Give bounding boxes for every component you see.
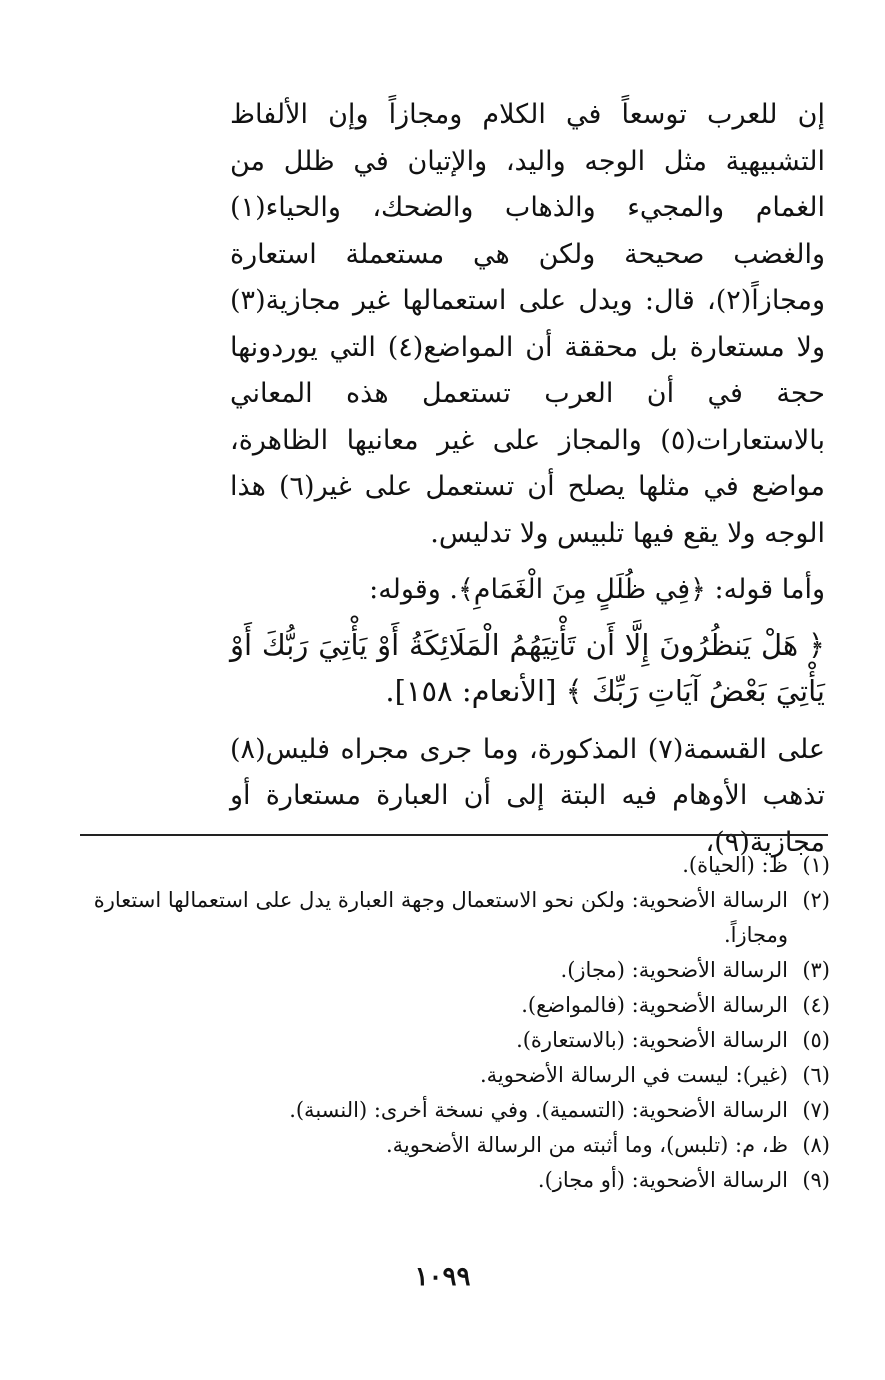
footnote-text: ظ: (الحياة). <box>682 853 788 877</box>
footnote-item <box>78 1163 830 1198</box>
footnote-number: (٥) <box>802 1028 830 1052</box>
footnote-text: الرسالة الأضحوية: (التسمية). وفي نسخة أخرى: (النسبة). <box>289 1098 788 1122</box>
footnote-text: الرسالة الأضحوية: ولكن نحو الاستعمال وجهة العبارة يدل على استعمالها استعارة ومجازاً. <box>93 888 788 947</box>
footnote-number: (٤) <box>802 993 830 1017</box>
footnote-item <box>78 1093 830 1128</box>
main-text <box>230 92 825 866</box>
footnote-text: الرسالة الأضحوية: (فالمواضع). <box>521 993 788 1017</box>
footnote-text: ظ، م: (تلبس)، وما أثبته من الرسالة الأضحوية. <box>385 1133 788 1157</box>
quran-verse: ﴿ هَلْ يَنظُرُونَ إِلَّا أَن تَأْتِيَهُمُ الْمَلَائِكَةُ أَوْ يَأْتِيَ رَبُّكَ أَوْ يَأْتِيَ بَعْضُ آيَاتِ رَبِّكَ ﴾ [الأنعام: ١٥٨]. <box>230 627 825 708</box>
footnote-number: (٨) <box>802 1133 830 1157</box>
footnote-number: (٢) <box>802 888 830 912</box>
footnote-item <box>78 1058 830 1093</box>
footnote-item <box>78 988 830 1023</box>
footnote-number: (١) <box>802 853 830 877</box>
body-paragraph-1: إن للعرب توسعاً في الكلام ومجازاً وإن الألفاظ التشبيهية مثل الوجه واليد، والإتيان في ظلل من الغمام والمجيء والذهاب والضحك، والحياء(١) والغضب صحيحة ولكن هي مستعملة استعارة ومجازاً(٢)، قال: ويدل على استعمالها غير مجازية(٣) ولا مستعارة بل محققة أن المواضع(٤) التي يوردونها حجة في أن العرب تستعمل هذه المعاني بالاستعارات(٥) والمجاز على غير معانيها الظاهرة، مواضع في مثلها يصلح أن تستعمل على غير(٦) هذا الوجه ولا يقع فيها تلبيس ولا تدليس. <box>230 99 825 549</box>
footnote-separator <box>80 834 828 836</box>
footnote-text: الرسالة الأضحوية: (مجاز). <box>560 958 788 982</box>
footnote-item <box>78 953 830 988</box>
footnote-item <box>78 1023 830 1058</box>
footnotes <box>78 848 830 1198</box>
footnote-text: الرسالة الأضحوية: (أو مجاز). <box>537 1168 788 1192</box>
footnote-item <box>78 848 830 883</box>
page-number: ١٠٩٩ <box>414 1262 471 1292</box>
footnote-number: (٧) <box>802 1098 830 1122</box>
footnote-number: (٣) <box>802 958 830 982</box>
footnote-item <box>78 1128 830 1163</box>
footnote-number: (٦) <box>802 1063 830 1087</box>
footnote-number: (٩) <box>802 1168 830 1192</box>
body-paragraph-3: على القسمة(٧) المذكورة، وما جرى مجراه فليس(٨) تذهب الأوهام فيه البتة إلى أن العبارة مستعارة أو مجازية(٩)، <box>230 733 825 858</box>
body-paragraph-2: وأما قوله: ﴿فِي ظُلَلٍ مِنَ الْغَمَامِ﴾. وقوله: <box>369 574 825 605</box>
footnote-text: الرسالة الأضحوية: (بالاستعارة). <box>516 1028 788 1052</box>
footnote-item <box>78 883 830 953</box>
footnote-text: (غير): ليست في الرسالة الأضحوية. <box>480 1063 788 1087</box>
